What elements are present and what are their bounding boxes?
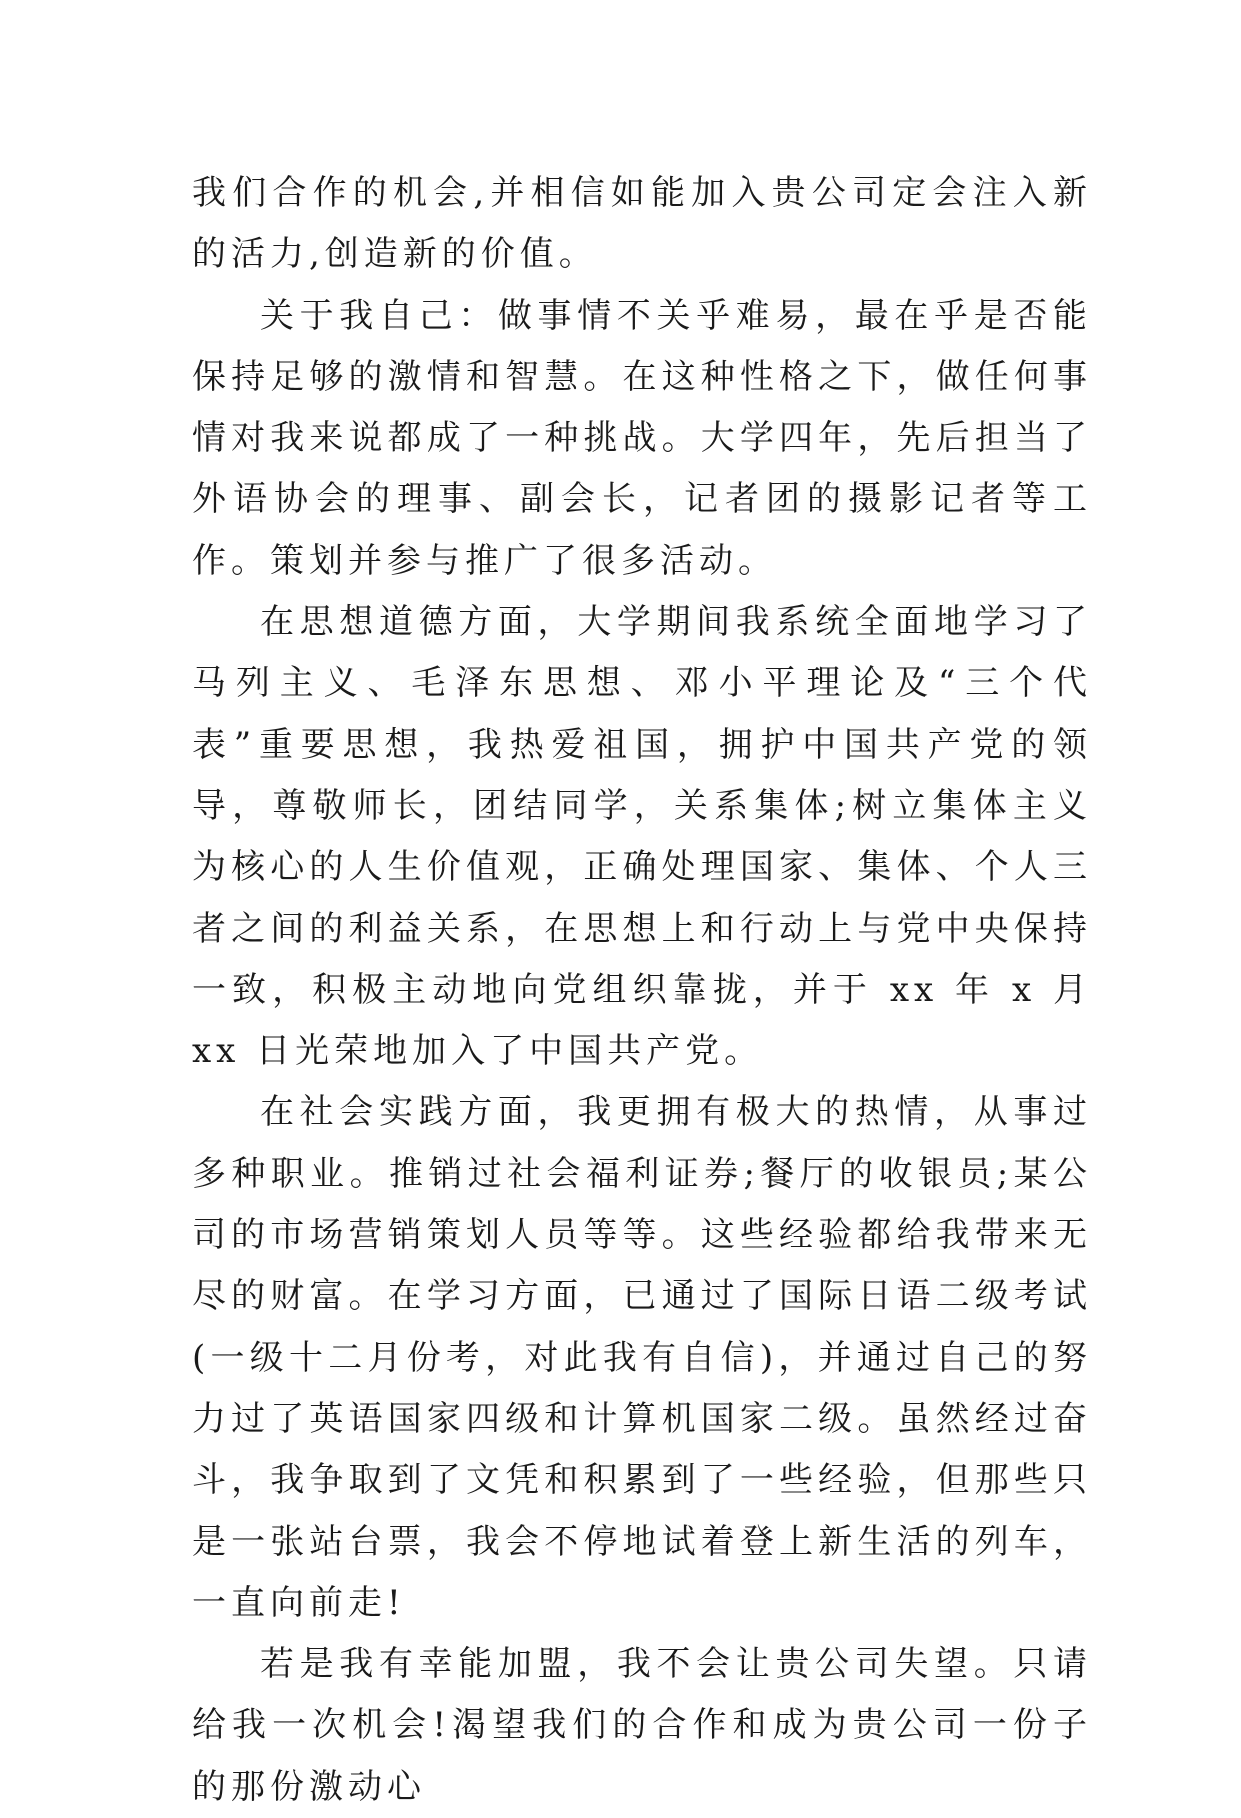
paragraph-closing: 若是我有幸能加盟，我不会让贵公司失望。只请给我一次机会!渴望我们的合作和成为贵公司一份子的那份激动心 [192,1644,1092,1807]
paragraph-about-myself: 关于我自己：做事情不关乎难易，最在乎是否能保持足够的激情和智慧。在这种性格之下，做任何事情对我来说都成了一种挑战。大学四年，先后担当了外语协会的理事、副会长，记者团的摄影记者等工作。策划并参与推广了很多活动。 [192,295,1092,581]
paragraph-ideology-morality: 在思想道德方面，大学期间我系统全面地学习了马列主义、毛泽东思想、邓小平理论及“三个代表”重要思想，我热爱祖国，拥护中国共产党的领导，尊敬师长，团结同学，关系集体;树立集体主义为核心的人生价值观，正确处理国家、集体、个人三者之间的利益关系，在思想上和行动上与党中央保持一致，积极主动地向党组织靠拢，并于 xx 年 x 月 xx 日光荣地加入了中国共产党。 [192,602,1092,1072]
paragraph-social-practice: 在社会实践方面，我更拥有极大的热情，从事过多种职业。推销过社会福利证券;餐厅的收银员;某公司的市场营销策划人员等等。这些经验都给我带来无尽的财富。在学习方面，已通过了国际日语二级考试(一级十二月份考，对此我有自信)，并通过自己的努力过了英语国家四级和计算机国家二级。虽然经过奋斗，我争取到了文凭和积累到了一些经验，但那些只是一张站台票，我会不停地试着登上新生活的列车，一直向前走! [192,1092,1092,1623]
letter-body [192,163,1092,1818]
paragraph-continuation: 我们合作的机会,并相信如能加入贵公司定会注入新的活力,创造新的价值。 [192,173,1092,275]
